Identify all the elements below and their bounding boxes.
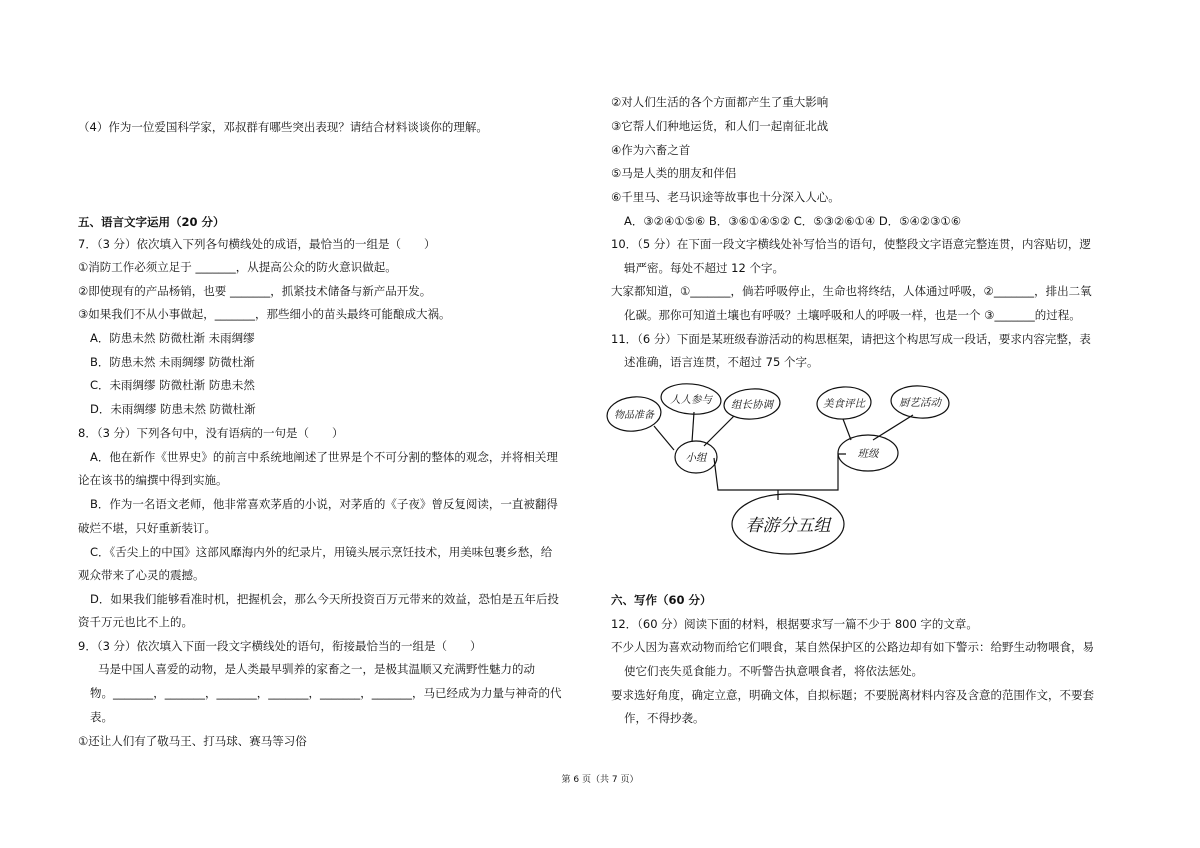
question-9-sentence-4: ④作为六畜之首 (611, 143, 691, 157)
question-7-sentence-3: ③如果我们不从小事做起，_______，那些细小的苗头最终可能酿成大祸。 (78, 307, 451, 321)
question-9-choices: A．③②④①⑤⑥ B．③⑥①④⑤② C．⑤③②⑥①④ D．⑤④②③①⑥ (624, 214, 962, 228)
question-8-option-b-line-2: 破烂不堪，只好重新装订。 (78, 521, 216, 535)
question-8-option-a-line-1: A．他在新作《世界史》的前言中系统地阐述了世界是个不可分割的整体的观念，并将相关理 (90, 450, 558, 464)
node-label-food-contest: 美食评比 (823, 398, 865, 410)
question-7-option-a: A．防患未然 防微杜渐 未雨绸缪 (90, 331, 255, 345)
question-10-stem-line-1: 10．（5 分）在下面一段文字横线处补写恰当的语句，使整段文字语意完整连贯，内容贴切，逻 (611, 237, 1091, 251)
node-label-everyone-participate: 人人参与 (670, 394, 712, 406)
question-12-stem: 12．（60 分）阅读下面的材料，根据要求写一篇不少于 800 字的文章。 (611, 617, 978, 631)
question-11-stem-line-1: 11．（6 分）下面是某班级春游活动的构思框架，请把这个构思写成一段话，要求内容完整，表 (611, 332, 1091, 346)
node-label-main-topic: 春游分五组 (745, 516, 831, 536)
question-9-sentence-6: ⑥千里马、老马识途等故事也十分深入人心。 (611, 190, 840, 204)
question-9-stem: 9．（3 分）依次填入下面一段文字横线处的语句，衔接最恰当的一组是（ ） (78, 639, 482, 653)
question-9-passage-line-2: 物。_______，_______，_______，_______，_______，_______，马已经成为力量与神奇的代 (90, 686, 562, 700)
question-8-option-d-line-1: D．如果我们能够看准时机，把握机会，那么今天所投资百万元带来的效益，恐怕是五年后投 (90, 592, 559, 606)
question-12-material-line-2: 使它们丧失觅食能力。不听警告执意喂食者，将依法惩处。 (624, 664, 923, 678)
spring-outing-diagram (606, 382, 966, 572)
question-9-sentence-1: ①还让人们有了敬马王、打马球、赛马等习俗 (78, 734, 307, 748)
question-9-sentence-5: ⑤马是人类的朋友和伴侣 (611, 166, 737, 180)
question-4: （4）作为一位爱国科学家，邓叔群有哪些突出表现？请结合材料谈谈你的理解。 (78, 120, 488, 134)
question-11-stem-line-2: 述准确，语言连贯，不超过 75 个字。 (624, 355, 819, 369)
page-footer: 第 6 页（共 7 页） (561, 775, 639, 785)
question-9-sentence-2: ②对人们生活的各个方面都产生了重大影响 (611, 95, 829, 109)
question-7-stem: 7．（3 分）依次填入下列各句横线处的成语，最恰当的一组是（ ） (78, 237, 436, 251)
question-7-option-d: D．未雨绸缪 防患未然 防微杜渐 (90, 402, 256, 416)
question-8-option-a-line-2: 论在该书的编撰中得到实施。 (78, 473, 228, 487)
question-10-passage-line-2: 化碳。那你可知道土壤也有呼吸？土壤呼吸和人的呼吸一样，也是一个 ③_______的过程。 (624, 308, 1081, 322)
section-5-heading: 五、语言文字运用（20 分） (78, 215, 225, 229)
question-7-option-c: C．未雨绸缪 防微杜渐 防患未然 (90, 378, 255, 392)
question-10-stem-line-2: 辑严密。每处不超过 12 个字。 (624, 261, 784, 275)
node-label-class: 班级 (857, 448, 879, 460)
question-12-material-line-1: 不少人因为喜欢动物而给它们喂食，某自然保护区的公路边却有如下警示：给野生动物喂食，易 (611, 640, 1094, 654)
section-6-heading: 六、写作（60 分） (611, 593, 712, 607)
question-8-option-c-line-1: C．《舌尖上的中国》这部风靡海内外的纪录片，用镜头展示烹饪技术，用美味包裹乡愁，给 (90, 545, 553, 559)
node-label-cooking-activity: 厨艺活动 (899, 397, 941, 409)
question-9-sentence-3: ③它帮人们种地运货，和人们一起南征北战 (611, 119, 829, 133)
node-label-small-group: 小组 (685, 452, 707, 464)
question-10-passage-line-1: 大家都知道，①_______，倘若呼吸停止，生命也将终结，人体通过呼吸，②_______，排出二氧 (611, 284, 1092, 298)
question-12-requirement-line-2: 作，不得抄袭。 (624, 711, 705, 725)
question-9-passage-line-1: 马是中国人喜爱的动物，是人类最早驯养的家畜之一，是极其温顺又充满野性魅力的动 (98, 662, 535, 676)
question-7-sentence-1: ①消防工作必须立足于 _______，从提高公众的防火意识做起。 (78, 260, 397, 274)
question-9-passage-line-3: 表。 (90, 710, 113, 724)
question-7-sentence-2: ②即使现有的产品杨销，也要 _______，抓紧技术储备与新产品开发。 (78, 284, 432, 298)
question-8-stem: 8．（3 分）下列各句中，没有语病的一句是（ ） (78, 426, 344, 440)
question-8-option-d-line-2: 资千万元也比不上的。 (78, 615, 193, 629)
question-8-option-b-line-1: B．作为一名语文老师，他非常喜欢茅盾的小说，对茅盾的《子夜》曾反复阅读，一直被翻得 (90, 497, 558, 511)
question-8-option-c-line-2: 观众带来了心灵的震撼。 (78, 568, 205, 582)
question-12-requirement-line-1: 要求选好角度，确定立意，明确文体，自拟标题；不要脱离材料内容及含意的范围作文，不要套 (611, 688, 1094, 702)
question-7-option-b: B．防患未然 未雨绸缪 防微杜渐 (90, 355, 255, 369)
node-label-leader-coordinate: 组长协调 (731, 399, 773, 411)
node-label-item-preparation: 物品准备 (614, 410, 654, 421)
